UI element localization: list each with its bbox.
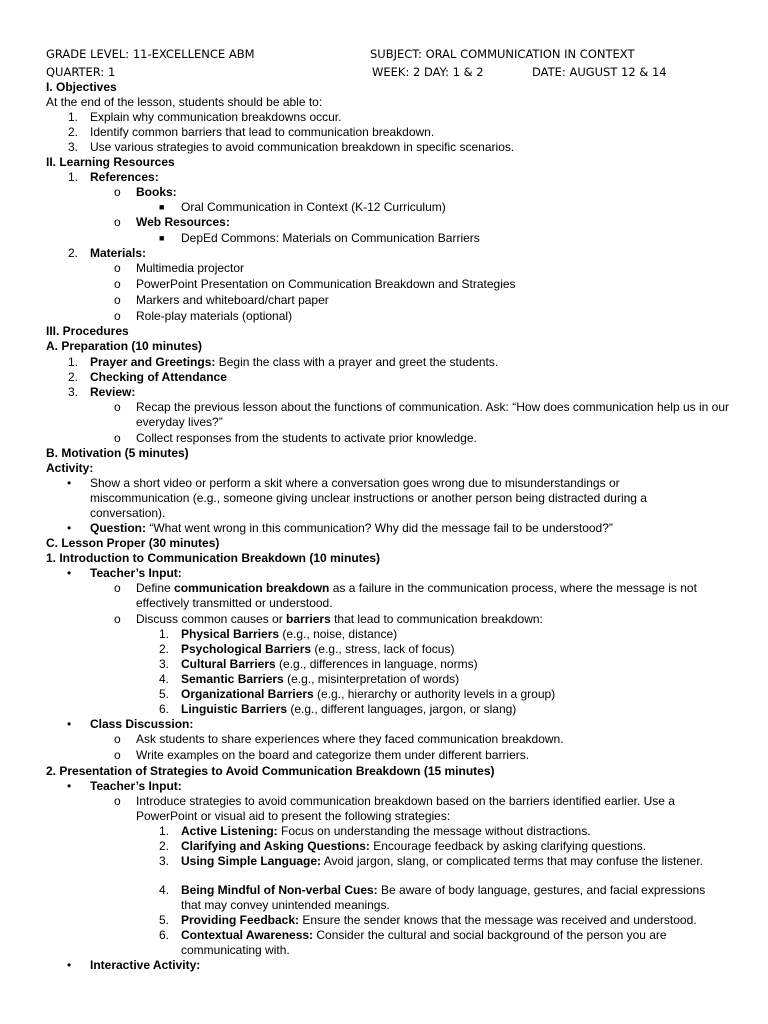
strategy-item: Using Simple Language: Avoid jargon, slang, or complicated terms that may confuse the listener. [181, 854, 703, 868]
strategy-item: Active Listening: Focus on understanding the message without distractions. [181, 824, 591, 838]
references-label: References: [90, 170, 159, 184]
web-item: DepEd Commons: Materials on Communication Barriers [181, 231, 480, 245]
barrier-item: Physical Barriers (e.g., noise, distance) [181, 627, 398, 641]
square-bullet-icon: ■ [159, 233, 165, 243]
bullet-icon: • [67, 779, 72, 793]
circle-bullet-icon: o [114, 431, 121, 445]
barrier-item: Cultural Barriers (e.g., differences in language, norms) [181, 657, 478, 671]
circle-bullet-icon: o [114, 277, 121, 291]
material-item: Multimedia projector [136, 261, 245, 275]
list-number: 2. [159, 839, 170, 853]
list-number: 3. [68, 140, 79, 154]
interactive-activity-label: Interactive Activity: [90, 958, 201, 972]
define-item: Define communication breakdown as a failure in the communication process, where the message is not effectively transmitted or understood. [136, 581, 697, 610]
strategy-item: Clarifying and Asking Questions: Encourage feedback by asking clarifying questions. [181, 839, 647, 853]
list-number: 5. [159, 913, 170, 927]
circle-bullet-icon: o [114, 794, 121, 808]
barrier-item: Organizational Barriers (e.g., hierarchy or authority levels in a group) [181, 687, 556, 701]
list-number: 1. [68, 355, 79, 369]
week-day: WEEK: 2 DAY: 1 & 2 [372, 65, 484, 79]
list-number: 3. [68, 385, 79, 399]
grade-level: GRADE LEVEL: 11-EXCELLENCE ABM [46, 47, 255, 61]
preparation-heading: A. Preparation (10 minutes) [46, 339, 203, 353]
objective-item: Identify common barriers that lead to communication breakdown. [90, 125, 435, 139]
bullet-icon: • [67, 717, 72, 731]
class-discussion-label: Class Discussion: [90, 717, 194, 731]
material-item: Role-play materials (optional) [136, 309, 293, 323]
strategy-item: Contextual Awareness: Consider the cultural and social background of the person you are communicating with. [181, 928, 667, 957]
procedures-heading: III. Procedures [46, 324, 129, 338]
list-number: 4. [159, 672, 170, 686]
discussion-item: Write examples on the board and categorize them under different barriers. [136, 748, 530, 762]
strategies-heading: 2. Presentation of Strategies to Avoid Communication Breakdown (15 minutes) [46, 764, 495, 778]
bullet-icon: • [67, 566, 72, 580]
bullet-icon: • [67, 476, 72, 490]
circle-bullet-icon: o [114, 185, 121, 199]
discussion-item: Ask students to share experiences where they faced communication breakdown. [136, 732, 564, 746]
strategy-item: Being Mindful of Non-verbal Cues: Be aware of body language, gestures, and facial expressions that may convey unintended meanings. [181, 883, 706, 912]
books-label: Books: [136, 185, 177, 199]
bullet-icon: • [67, 521, 72, 535]
circle-bullet-icon: o [114, 732, 121, 746]
introduction-heading: 1. Introduction to Communication Breakdown (10 minutes) [46, 551, 381, 565]
review-collect: Collect responses from the students to activate prior knowledge. [136, 431, 477, 445]
objective-item: Explain why communication breakdowns occur. [90, 110, 342, 124]
circle-bullet-icon: o [114, 612, 121, 626]
circle-bullet-icon: o [114, 293, 121, 307]
circle-bullet-icon: o [114, 215, 121, 229]
barrier-item: Psychological Barriers (e.g., stress, lack of focus) [181, 642, 455, 656]
objectives-intro: At the end of the lesson, students should be able to: [46, 95, 323, 109]
list-number: 3. [159, 657, 170, 671]
subject: SUBJECT: ORAL COMMUNICATION IN CONTEXT [370, 47, 635, 61]
list-number: 1. [68, 170, 79, 184]
list-number: 6. [159, 702, 170, 716]
materials-label: Materials: [90, 246, 147, 260]
activity-label: Activity: [46, 461, 94, 475]
objectives-heading: I. Objectives [46, 80, 117, 94]
date: DATE: AUGUST 12 & 14 [532, 65, 667, 79]
barrier-item: Linguistic Barriers (e.g., different languages, jargon, or slang) [181, 702, 517, 716]
lesson-proper-heading: C. Lesson Proper (30 minutes) [46, 536, 220, 550]
teacher-input-label: Teacher’s Input: [90, 779, 182, 793]
quarter: QUARTER: 1 [46, 65, 116, 79]
objective-item: Use various strategies to avoid communication breakdown in specific scenarios. [90, 140, 515, 154]
prayer-item: Prayer and Greetings: Begin the class with a prayer and greet the students. [90, 355, 499, 369]
list-number: 1. [68, 110, 79, 124]
list-number: 3. [159, 854, 170, 868]
circle-bullet-icon: o [114, 581, 121, 595]
list-number: 2. [68, 125, 79, 139]
book-item: Oral Communication in Context (K-12 Curriculum) [181, 200, 446, 214]
list-number: 1. [159, 627, 170, 641]
web-resources-label: Web Resources: [136, 215, 230, 229]
introduce-item: Introduce strategies to avoid communication breakdown based on the barriers identified earlier. Use a PowerPoint or visual aid to present the following strategies: [136, 794, 675, 823]
material-item: Markers and whiteboard/chart paper [136, 293, 329, 307]
strategy-item: Providing Feedback: Ensure the sender knows that the message was received and understood. [181, 913, 697, 927]
circle-bullet-icon: o [114, 400, 121, 414]
list-number: 2. [68, 370, 79, 384]
resources-heading: II. Learning Resources [46, 155, 175, 169]
discuss-item: Discuss common causes or barriers that lead to communication breakdown: [136, 612, 543, 626]
material-item: PowerPoint Presentation on Communication Breakdown and Strategies [136, 277, 516, 291]
review-recap: Recap the previous lesson about the functions of communication. Ask: “How does communication help us in our everyday lives?” [136, 400, 729, 429]
circle-bullet-icon: o [114, 261, 121, 275]
list-number: 2. [68, 246, 79, 260]
list-number: 4. [159, 883, 170, 897]
square-bullet-icon: ■ [159, 202, 165, 212]
teacher-input-label: Teacher’s Input: [90, 566, 182, 580]
circle-bullet-icon: o [114, 309, 121, 323]
motivation-heading: B. Motivation (5 minutes) [46, 446, 189, 460]
list-number: 5. [159, 687, 170, 701]
bullet-icon: • [67, 958, 72, 972]
circle-bullet-icon: o [114, 748, 121, 762]
list-number: 2. [159, 642, 170, 656]
review-item: Review: [90, 385, 136, 399]
list-number: 6. [159, 928, 170, 942]
attendance-item: Checking of Attendance [90, 370, 227, 384]
activity-text: Show a short video or perform a skit where a conversation goes wrong due to misunderstandings or miscommunication (e.g., someone giving unclear instructions or another person being distracted during a conversation). [90, 476, 647, 520]
list-number: 1. [159, 824, 170, 838]
question-item: Question: “What went wrong in this communication? Why did the message fail to be understood?” [90, 521, 613, 535]
barrier-item: Semantic Barriers (e.g., misinterpretation of words) [181, 672, 460, 686]
